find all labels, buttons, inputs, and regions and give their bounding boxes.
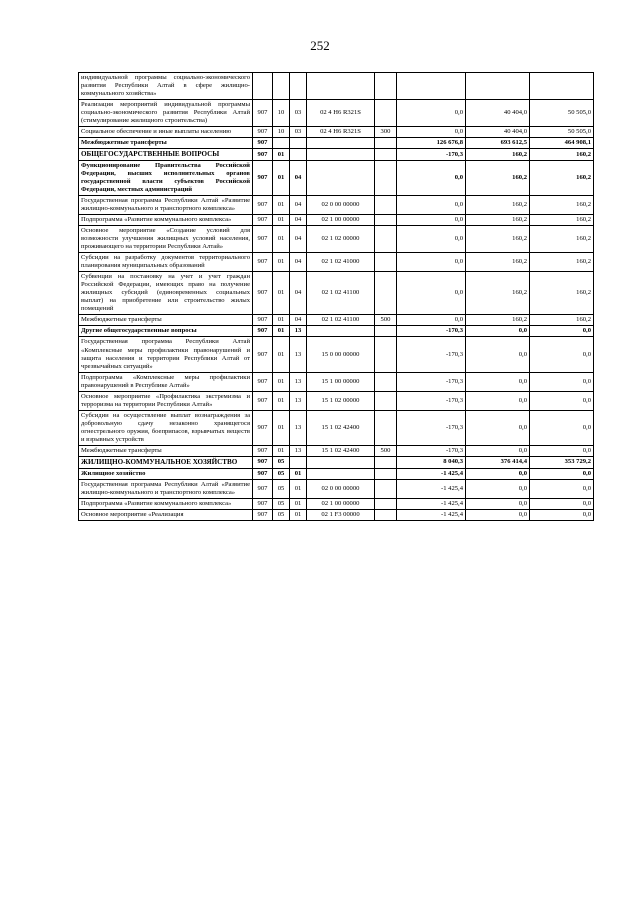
- expense-type-cell: [375, 160, 397, 195]
- amount-1-cell: -170,3: [397, 372, 466, 391]
- target-article-cell: 02 1 00 00000: [307, 215, 375, 226]
- amount-3-cell: [530, 73, 594, 100]
- amount-1-cell: 0,0: [397, 160, 466, 195]
- expense-type-cell: [375, 410, 397, 445]
- amount-2-cell: 0,0: [466, 410, 530, 445]
- amount-3-cell: 0,0: [530, 509, 594, 520]
- target-article-cell: 02 1 02 41100: [307, 272, 375, 315]
- admin-code-cell: 907: [253, 498, 273, 509]
- target-article-cell: [307, 149, 375, 161]
- amount-2-cell: 0,0: [466, 509, 530, 520]
- admin-code-cell: 907: [253, 253, 273, 272]
- section-code-cell: 01: [273, 445, 290, 456]
- target-article-cell: [307, 468, 375, 479]
- expense-type-cell: [375, 73, 397, 100]
- section-code-cell: 01: [273, 272, 290, 315]
- row-name-cell: Межбюджетные трансферты: [79, 445, 253, 456]
- row-name-cell: Субвенции на постановку на учет и учет граждан Российской Федерации, имеющих право на получение жилищных субсидий (единовременных социальных выплат) на приобретение или строительство жилых помещений: [79, 272, 253, 315]
- subsection-code-cell: 04: [290, 315, 307, 326]
- section-code-cell: 01: [273, 215, 290, 226]
- target-article-cell: 02 1 02 41100: [307, 315, 375, 326]
- amount-2-cell: [466, 73, 530, 100]
- table-row: [79, 456, 594, 468]
- amount-3-cell: 0,0: [530, 479, 594, 498]
- admin-code-cell: 907: [253, 149, 273, 161]
- amount-2-cell: 0,0: [466, 479, 530, 498]
- admin-code-cell: 907: [253, 160, 273, 195]
- amount-1-cell: 126 676,8: [397, 138, 466, 149]
- subsection-code-cell: 01: [290, 479, 307, 498]
- amount-2-cell: 0,0: [466, 498, 530, 509]
- table-row: [79, 479, 594, 498]
- amount-3-cell: 0,0: [530, 391, 594, 410]
- subsection-code-cell: 13: [290, 337, 307, 372]
- amount-1-cell: 8 040,3: [397, 456, 466, 468]
- table-row: [79, 149, 594, 161]
- row-name-cell: Межбюджетные трансферты: [79, 138, 253, 149]
- subsection-code-cell: 04: [290, 226, 307, 253]
- subsection-code-cell: 01: [290, 468, 307, 479]
- amount-2-cell: 376 414,4: [466, 456, 530, 468]
- amount-3-cell: 0,0: [530, 337, 594, 372]
- amount-3-cell: 160,2: [530, 196, 594, 215]
- amount-2-cell: 0,0: [466, 445, 530, 456]
- expense-type-cell: 500: [375, 445, 397, 456]
- target-article-cell: 15 1 02 00000: [307, 391, 375, 410]
- section-code-cell: 10: [273, 127, 290, 138]
- section-code-cell: 05: [273, 509, 290, 520]
- row-name-cell: Государственная программа Республики Алтай «Развитие жилищно-коммунального и транспортного комплекса»: [79, 196, 253, 215]
- target-article-cell: [307, 138, 375, 149]
- target-article-cell: [307, 160, 375, 195]
- subsection-code-cell: 03: [290, 100, 307, 127]
- row-name-cell: Государственная программа Республики Алтай «Комплексные меры профилактики правонарушений и защита населения и территории Республики Алтай от чрезвычайных ситуаций»: [79, 337, 253, 372]
- amount-3-cell: 160,2: [530, 315, 594, 326]
- row-name-cell: ОБЩЕГОСУДАРСТВЕННЫЕ ВОПРОСЫ: [79, 149, 253, 161]
- amount-3-cell: 0,0: [530, 445, 594, 456]
- subsection-code-cell: [290, 149, 307, 161]
- amount-1-cell: 0,0: [397, 100, 466, 127]
- row-name-cell: Межбюджетные трансферты: [79, 315, 253, 326]
- row-name-cell: Субсидии на осуществление выплат вознаграждения за добровольную сдачу незаконно хранящегося огнестрельного оружия, боеприпасов, взрывчатых веществ и взрывных устройств: [79, 410, 253, 445]
- admin-code-cell: 907: [253, 468, 273, 479]
- target-article-cell: 15 0 00 00000: [307, 337, 375, 372]
- subsection-code-cell: 04: [290, 272, 307, 315]
- amount-2-cell: 0,0: [466, 372, 530, 391]
- amount-1-cell: -1 425,4: [397, 468, 466, 479]
- table-row: [79, 226, 594, 253]
- expense-type-cell: [375, 498, 397, 509]
- row-name-cell: Подпрограмма «Развитие коммунального комплекса»: [79, 215, 253, 226]
- amount-2-cell: 160,2: [466, 253, 530, 272]
- amount-2-cell: 40 404,0: [466, 127, 530, 138]
- table-row: [79, 215, 594, 226]
- table-row: [79, 272, 594, 315]
- amount-1-cell: -170,3: [397, 410, 466, 445]
- admin-code-cell: 907: [253, 326, 273, 337]
- section-code-cell: [273, 73, 290, 100]
- subsection-code-cell: 13: [290, 391, 307, 410]
- admin-code-cell: 907: [253, 445, 273, 456]
- amount-1-cell: -170,3: [397, 337, 466, 372]
- row-name-cell: Жилищное хозяйство: [79, 468, 253, 479]
- amount-1-cell: 0,0: [397, 272, 466, 315]
- amount-1-cell: -170,3: [397, 391, 466, 410]
- admin-code-cell: 907: [253, 272, 273, 315]
- table-row: [79, 372, 594, 391]
- expense-type-cell: [375, 215, 397, 226]
- target-article-cell: [307, 456, 375, 468]
- target-article-cell: 15 1 02 42400: [307, 445, 375, 456]
- amount-3-cell: 50 505,0: [530, 127, 594, 138]
- admin-code-cell: 907: [253, 100, 273, 127]
- amount-3-cell: 160,2: [530, 253, 594, 272]
- table-row: [79, 315, 594, 326]
- section-code-cell: 01: [273, 160, 290, 195]
- amount-2-cell: 40 404,0: [466, 100, 530, 127]
- target-article-cell: 02 1 00 00000: [307, 498, 375, 509]
- amount-1-cell: 0,0: [397, 315, 466, 326]
- amount-2-cell: 160,2: [466, 315, 530, 326]
- subsection-code-cell: 04: [290, 160, 307, 195]
- amount-1-cell: -1 425,4: [397, 479, 466, 498]
- section-code-cell: 01: [273, 315, 290, 326]
- amount-3-cell: 160,2: [530, 272, 594, 315]
- target-article-cell: 02 4 Н6 R321S: [307, 127, 375, 138]
- amount-2-cell: 160,2: [466, 272, 530, 315]
- table-row: [79, 391, 594, 410]
- target-article-cell: 15 1 02 42400: [307, 410, 375, 445]
- target-article-cell: 15 1 00 00000: [307, 372, 375, 391]
- amount-1-cell: 0,0: [397, 215, 466, 226]
- expense-type-cell: [375, 337, 397, 372]
- row-name-cell: Государственная программа Республики Алтай «Развитие жилищно-коммунального и транспортного комплекса»: [79, 479, 253, 498]
- target-article-cell: 02 0 00 00000: [307, 196, 375, 215]
- table-row: [79, 410, 594, 445]
- expense-type-cell: [375, 149, 397, 161]
- expense-type-cell: [375, 372, 397, 391]
- row-name-cell: индивидуальной программы социально-экономического развития Республики Алтай в сфере жилищно-коммунального хозяйства»: [79, 73, 253, 100]
- section-code-cell: 05: [273, 456, 290, 468]
- table-row: [79, 445, 594, 456]
- expense-type-cell: [375, 468, 397, 479]
- section-code-cell: 01: [273, 337, 290, 372]
- table-row: [79, 337, 594, 372]
- section-code-cell: 01: [273, 410, 290, 445]
- table-row: [79, 253, 594, 272]
- admin-code-cell: 907: [253, 456, 273, 468]
- subsection-code-cell: 04: [290, 253, 307, 272]
- table-row: [79, 326, 594, 337]
- section-code-cell: 10: [273, 100, 290, 127]
- amount-3-cell: 160,2: [530, 226, 594, 253]
- expense-type-cell: [375, 326, 397, 337]
- expense-type-cell: [375, 456, 397, 468]
- target-article-cell: 02 0 00 00000: [307, 479, 375, 498]
- expense-type-cell: [375, 138, 397, 149]
- admin-code-cell: 907: [253, 337, 273, 372]
- expense-type-cell: [375, 226, 397, 253]
- section-code-cell: 01: [273, 391, 290, 410]
- amount-2-cell: 0,0: [466, 468, 530, 479]
- table-row: [79, 100, 594, 127]
- section-code-cell: 05: [273, 479, 290, 498]
- subsection-code-cell: 13: [290, 372, 307, 391]
- amount-3-cell: 0,0: [530, 326, 594, 337]
- amount-2-cell: 160,2: [466, 196, 530, 215]
- admin-code-cell: 907: [253, 138, 273, 149]
- amount-2-cell: 160,2: [466, 160, 530, 195]
- target-article-cell: 02 1 F3 00000: [307, 509, 375, 520]
- amount-3-cell: 50 505,0: [530, 100, 594, 127]
- amount-1-cell: 0,0: [397, 253, 466, 272]
- admin-code-cell: 907: [253, 226, 273, 253]
- amount-1-cell: [397, 73, 466, 100]
- table-body: [79, 73, 594, 521]
- expense-type-cell: [375, 391, 397, 410]
- table-row: [79, 138, 594, 149]
- section-code-cell: 01: [273, 326, 290, 337]
- admin-code-cell: 907: [253, 391, 273, 410]
- expense-type-cell: 300: [375, 127, 397, 138]
- amount-3-cell: 160,2: [530, 215, 594, 226]
- subsection-code-cell: [290, 73, 307, 100]
- section-code-cell: 01: [273, 226, 290, 253]
- admin-code-cell: 907: [253, 410, 273, 445]
- amount-3-cell: 464 908,1: [530, 138, 594, 149]
- amount-3-cell: 0,0: [530, 410, 594, 445]
- table-row: [79, 468, 594, 479]
- target-article-cell: 02 4 Н6 R321S: [307, 100, 375, 127]
- amount-3-cell: 353 729,2: [530, 456, 594, 468]
- amount-1-cell: -170,3: [397, 326, 466, 337]
- section-code-cell: 01: [273, 253, 290, 272]
- table-row: [79, 509, 594, 520]
- row-name-cell: ЖИЛИЩНО-КОММУНАЛЬНОЕ ХОЗЯЙСТВО: [79, 456, 253, 468]
- amount-3-cell: 0,0: [530, 372, 594, 391]
- amount-2-cell: 160,2: [466, 226, 530, 253]
- row-name-cell: Подпрограмма «Комплексные меры профилактики правонарушений в Республике Алтай»: [79, 372, 253, 391]
- target-article-cell: [307, 326, 375, 337]
- admin-code-cell: 907: [253, 215, 273, 226]
- expense-type-cell: [375, 272, 397, 315]
- subsection-code-cell: 13: [290, 410, 307, 445]
- amount-2-cell: 0,0: [466, 337, 530, 372]
- target-article-cell: 02 1 02 41000: [307, 253, 375, 272]
- row-name-cell: Субсидии на разработку документов территориального планирования муниципальных образований: [79, 253, 253, 272]
- admin-code-cell: 907: [253, 509, 273, 520]
- expense-type-cell: 500: [375, 315, 397, 326]
- subsection-code-cell: 04: [290, 215, 307, 226]
- subsection-code-cell: [290, 456, 307, 468]
- expense-type-cell: [375, 509, 397, 520]
- row-name-cell: Социальное обеспечение и иные выплаты населению: [79, 127, 253, 138]
- amount-2-cell: 693 612,5: [466, 138, 530, 149]
- section-code-cell: 01: [273, 149, 290, 161]
- subsection-code-cell: 01: [290, 509, 307, 520]
- amount-3-cell: 160,2: [530, 160, 594, 195]
- admin-code-cell: 907: [253, 479, 273, 498]
- section-code-cell: 05: [273, 498, 290, 509]
- row-name-cell: Функционирование Правительства Российской Федерации, высших исполнительных органов государственной власти субъектов Российской Федерации, местных администраций: [79, 160, 253, 195]
- subsection-code-cell: [290, 138, 307, 149]
- amount-1-cell: -1 425,4: [397, 498, 466, 509]
- admin-code-cell: [253, 73, 273, 100]
- row-name-cell: Основное мероприятие «Профилактика экстремизма и терроризма на территории Республики Алтай»: [79, 391, 253, 410]
- admin-code-cell: 907: [253, 372, 273, 391]
- section-code-cell: [273, 138, 290, 149]
- expense-type-cell: [375, 100, 397, 127]
- amount-1-cell: 0,0: [397, 127, 466, 138]
- table-row: [79, 160, 594, 195]
- amount-3-cell: 0,0: [530, 498, 594, 509]
- table-row: [79, 127, 594, 138]
- amount-1-cell: 0,0: [397, 196, 466, 215]
- admin-code-cell: 907: [253, 315, 273, 326]
- subsection-code-cell: 13: [290, 326, 307, 337]
- section-code-cell: 01: [273, 196, 290, 215]
- amount-1-cell: -170,3: [397, 149, 466, 161]
- table-row: [79, 498, 594, 509]
- target-article-cell: [307, 73, 375, 100]
- page-number: 252: [310, 38, 330, 53]
- table-row: [79, 196, 594, 215]
- subsection-code-cell: 01: [290, 498, 307, 509]
- budget-table: [78, 72, 594, 521]
- amount-1-cell: -1 425,4: [397, 509, 466, 520]
- amount-2-cell: 0,0: [466, 391, 530, 410]
- amount-1-cell: 0,0: [397, 226, 466, 253]
- expense-type-cell: [375, 479, 397, 498]
- row-name-cell: Другие общегосударственные вопросы: [79, 326, 253, 337]
- subsection-code-cell: 13: [290, 445, 307, 456]
- subsection-code-cell: 04: [290, 196, 307, 215]
- section-code-cell: 01: [273, 372, 290, 391]
- amount-1-cell: -170,3: [397, 445, 466, 456]
- amount-2-cell: 160,2: [466, 149, 530, 161]
- admin-code-cell: 907: [253, 127, 273, 138]
- target-article-cell: 02 1 02 00000: [307, 226, 375, 253]
- amount-2-cell: 160,2: [466, 215, 530, 226]
- admin-code-cell: 907: [253, 196, 273, 215]
- expense-type-cell: [375, 196, 397, 215]
- amount-3-cell: 160,2: [530, 149, 594, 161]
- row-name-cell: Основное мероприятие «Реализация: [79, 509, 253, 520]
- amount-2-cell: 0,0: [466, 326, 530, 337]
- row-name-cell: Реализация мероприятий индивидуальной программы социально-экономического развития Республики Алтай (стимулирование жилищного строительства): [79, 100, 253, 127]
- subsection-code-cell: 03: [290, 127, 307, 138]
- expense-type-cell: [375, 253, 397, 272]
- row-name-cell: Основное мероприятие «Создание условий для возможности улучшения жилищных условий населения, проживающего на территории Республики Алтай»: [79, 226, 253, 253]
- table-row: [79, 73, 594, 100]
- amount-3-cell: 0,0: [530, 468, 594, 479]
- section-code-cell: 05: [273, 468, 290, 479]
- row-name-cell: Подпрограмма «Развитие коммунального комплекса»: [79, 498, 253, 509]
